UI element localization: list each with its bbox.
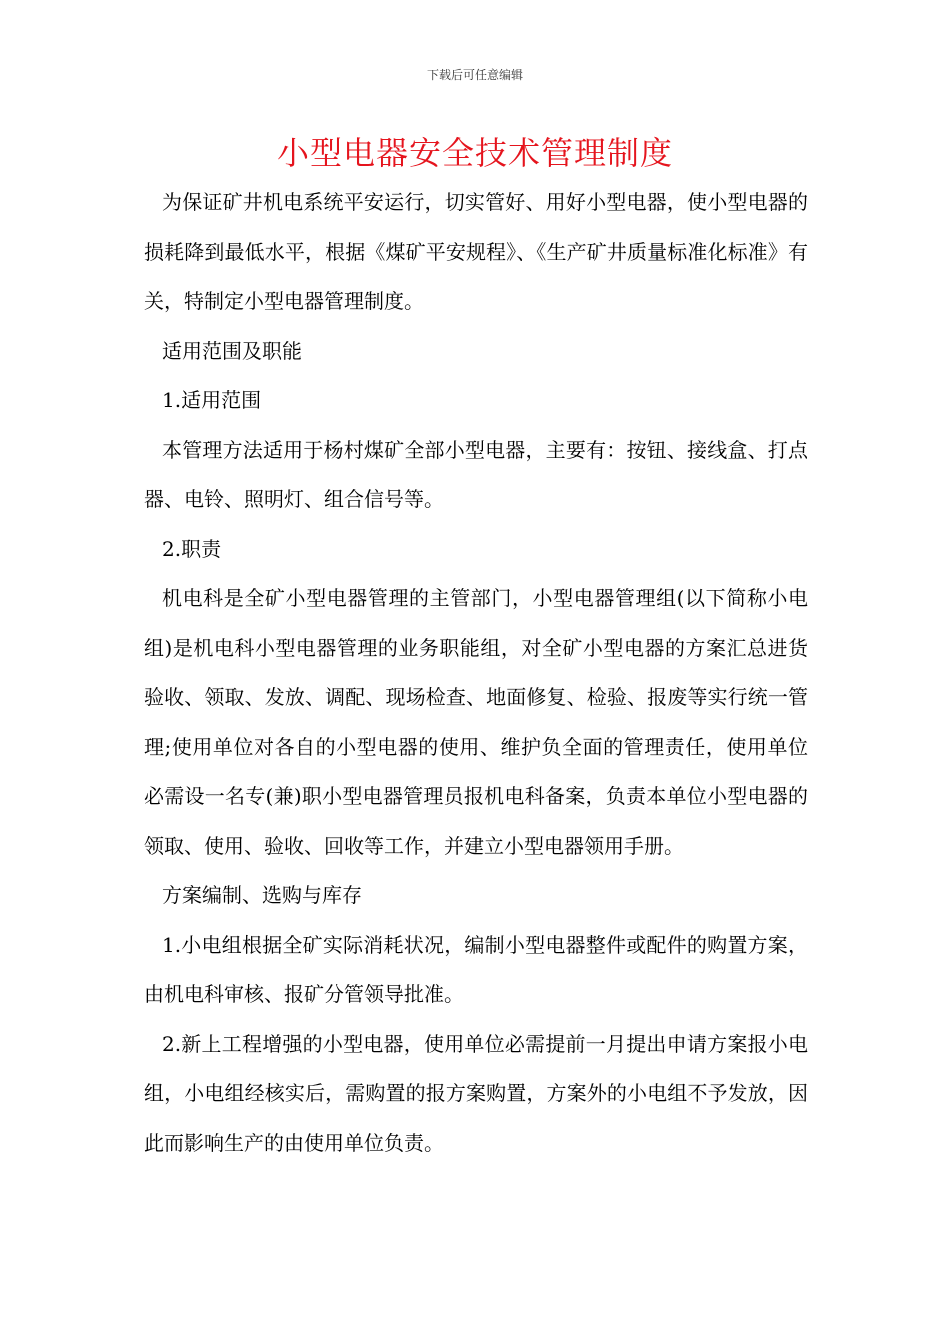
section-heading-scope: 适用范围及职能 xyxy=(162,338,302,363)
section-heading-planning: 方案编制、选购与库存 xyxy=(162,883,362,907)
scope-paragraph: 本管理方法适用于杨村煤矿全部小型电器，主要有：按钮、接线盒、打点器、电铃、照明灯、组合信号等。 xyxy=(144,437,808,511)
document-title: 小型电器安全技术管理制度 xyxy=(276,134,673,172)
subheading-scope: 1.适用范围 xyxy=(162,388,262,412)
planning-item-1: 1.小电组根据全矿实际消耗状况，编制小型电器整件或配件的购置方案，由机电科审核、报矿分管领导批准。 xyxy=(144,932,808,1006)
document-body xyxy=(144,178,808,1168)
duties-paragraph: 机电科是全矿小型电器管理的主管部门，小型电器管理组(以下简称小电组)是机电科小型电器管理的业务职能组，对全矿小型电器的方案汇总进货验收、领取、发放、调配、现场检查、地面修复、检验、报废等实行统一管理;使用单位对各自的小型电器的使用、维护负全面的管理责任，使用单位必需设一名专(兼)职小型电器管理员报机电科备案，负责本单位小型电器的领取、使用、验收、回收等工作，并建立小型电器领用手册。 xyxy=(144,586,808,858)
subheading-duties: 2.职责 xyxy=(162,536,222,561)
header-note: 下载后可任意编辑 xyxy=(426,68,523,82)
planning-item-2: 2.新上工程增强的小型电器，使用单位必需提前一月提出申请方案报小电组，小电组经核实后，需购置的报方案购置，方案外的小电组不予发放，因此而影响生产的由使用单位负责。 xyxy=(144,1031,808,1155)
intro-paragraph: 为保证矿井机电系统平安运行，切实管好、用好小型电器，使小型电器的损耗降到最低水平，根据《煤矿平安规程》、《生产矿井质量标准化标准》有关，特制定小型电器管理制度。 xyxy=(144,190,808,313)
